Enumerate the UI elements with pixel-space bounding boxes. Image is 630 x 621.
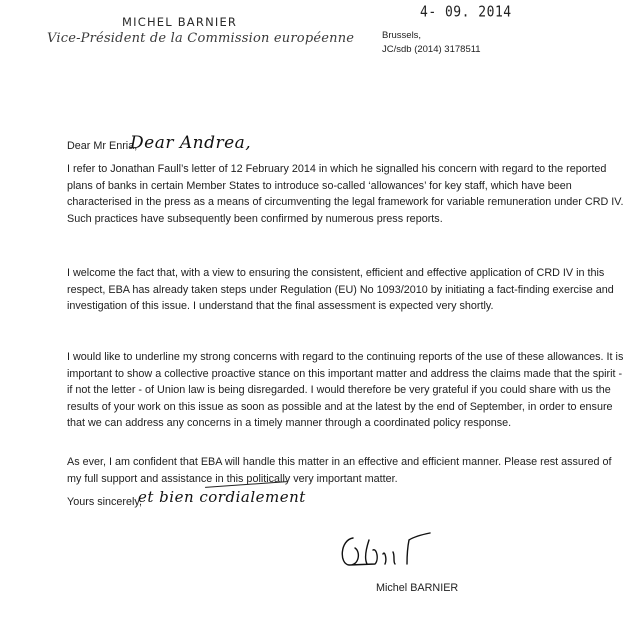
date-stamp: 4- 09. 2014 bbox=[420, 3, 512, 22]
letterhead-name: MICHEL BARNIER bbox=[122, 15, 238, 29]
salutation-typed: Dear Mr Enria, bbox=[67, 140, 138, 152]
signer-name: Michel BARNIER bbox=[376, 582, 459, 594]
paragraph-1: I refer to Jonathan Faull’s letter of 12 February 2014 in which he signalled his concern with regard to the reported plans of banks in certain Member States to introduce so-called ‘allowances’ for key staff, which have been characterised in the press as a means of circumventing the legal framework for variable remuneration under CRD IV. Such practices have subsequently been confirmed by numerous press reports. bbox=[67, 163, 624, 225]
signature-mark bbox=[335, 530, 455, 570]
place: Brussels, bbox=[382, 30, 422, 41]
paragraph-3: I would like to underline my strong concerns with regard to the continuing reports of the use of these allowances. It is important to show a collective proactive stance on this important matter and address the claims made that the spirit - if not the letter - of Union law is being disregarded. I would therefore be very grateful if you could share with us the results of your work on this issue as soon as possible and at the latest by the end of September, in order to ensure that we can address any concerns in a timely manner through a coordinated policy response. bbox=[67, 351, 624, 430]
closing-typed: Yours sincerely, bbox=[67, 496, 143, 508]
salutation-handwritten: Dear Andrea, bbox=[130, 133, 252, 153]
paragraph-2: I welcome the fact that, with a view to ensuring the consistent, efficient and effective application of CRD IV in this respect, EBA has already taken steps under Regulation (EU) No 1093/2010 by initiating a fact-finding exercise and investigation of this issue. I understand that the final assessment is expected very shortly. bbox=[67, 267, 614, 313]
closing-handwritten: et bien cordialement bbox=[138, 488, 306, 506]
signature-stroke bbox=[342, 533, 430, 565]
letterhead-title: Vice-Président de la Commission européenne bbox=[47, 31, 355, 46]
reference-number: JC/sdb (2014) 3178511 bbox=[382, 44, 481, 55]
paragraph-4: As ever, I am confident that EBA will handle this matter in an effective and efficient manner. Please rest assured of my full support and assistance in this politically very important matter. bbox=[67, 456, 612, 485]
